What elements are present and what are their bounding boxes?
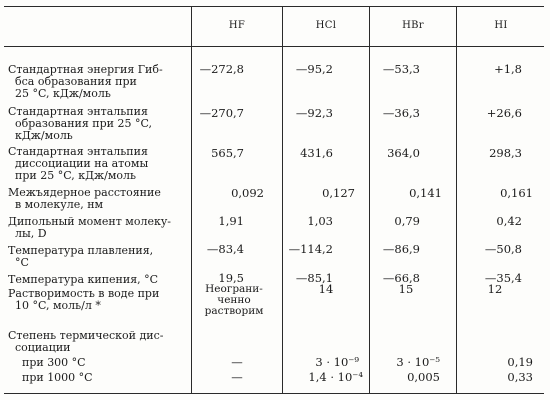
- column-header-hf: HF: [228, 20, 246, 31]
- cell-hcl-dipole: 1,03: [307, 214, 333, 228]
- row-label-dissociation-enthalpy: Стандартная энтальпия диссоциации на атомы при 25 °C, кДж/моль: [8, 145, 149, 182]
- cell-hbr-dipole: 0,79: [394, 214, 420, 228]
- column-header-hi: HI: [494, 20, 508, 31]
- row-label-formation-enthalpy: Стандартная энтальпия образования при 25 °C, кДж/моль: [8, 105, 153, 142]
- cell-hi-melting: —50,8: [484, 242, 522, 256]
- cell-hi-bond-length: 0,161: [500, 186, 533, 200]
- row-label-at-1000c: при 1000 °C: [8, 371, 93, 384]
- cell-hcl-bond-length: 0,127: [322, 186, 355, 200]
- cell-hcl-boiling: —85,1: [295, 271, 333, 285]
- cell-hi-dissociation: 298,3: [489, 146, 522, 160]
- row-label-gibbs-energy: Стандартная энергия Гиб- бса образования при 25 °C, кДж/моль: [8, 63, 163, 100]
- cell-hi-gibbs: +1,8: [494, 62, 522, 76]
- cell-hbr-formation: —36,3: [382, 106, 420, 120]
- cell-hbr-solubility: 15: [398, 282, 414, 296]
- cell-hf-gibbs: —272,8: [199, 62, 244, 76]
- column-header-hbr: HBr: [402, 20, 424, 31]
- cell-hf-dissociation: 565,7: [211, 146, 244, 160]
- cell-hcl-formation: —92,3: [295, 106, 333, 120]
- cell-hf-300c: —: [231, 355, 243, 369]
- cell-hi-solubility: 12: [487, 282, 503, 296]
- cell-hi-300c: 0,19: [507, 355, 533, 369]
- cell-hi-dipole: 0,42: [496, 214, 522, 228]
- table-bottom-rule: [4, 393, 544, 394]
- row-label-boiling-point: Температура кипения, °C: [8, 273, 159, 286]
- cell-hbr-bond-length: 0,141: [409, 186, 442, 200]
- cell-hi-formation: +26,6: [486, 106, 522, 120]
- cell-hbr-boiling: —66,8: [382, 271, 420, 285]
- cell-hcl-dissociation: 431,6: [300, 146, 333, 160]
- cell-hbr-gibbs: —53,3: [382, 62, 420, 76]
- cell-hbr-melting: —86,9: [382, 242, 420, 256]
- cell-hf-1000c: —: [231, 370, 243, 384]
- row-label-thermal-dissociation: Степень термической дис- социации: [8, 329, 164, 354]
- column-header-hcl: HCl: [315, 20, 337, 31]
- row-label-at-300c: при 300 °C: [8, 356, 86, 369]
- cell-hf-boiling: 19,5: [218, 271, 244, 285]
- cell-hcl-300c: 3 · 10⁻⁹: [315, 355, 359, 369]
- cell-hi-1000c: 0,33: [507, 370, 533, 384]
- cell-hcl-1000c: 1,4 · 10⁻⁴: [308, 370, 363, 384]
- row-label-melting-point: Температура плавления, °C: [8, 244, 154, 269]
- cell-hcl-solubility: 14: [318, 282, 334, 296]
- row-label-solubility: Растворимость в воде при 10 °C, моль/л *: [8, 287, 160, 312]
- cell-hcl-gibbs: —95,2: [295, 62, 333, 76]
- header-rule: [4, 46, 544, 47]
- cell-hf-formation: —270,7: [199, 106, 244, 120]
- cell-hf-melting: —83,4: [206, 242, 244, 256]
- row-label-bond-length: Межъядерное расстояние в молекуле, нм: [8, 186, 161, 211]
- cell-hcl-melting: —114,2: [288, 242, 333, 256]
- cell-hbr-dissociation: 364,0: [387, 146, 420, 160]
- cell-hi-boiling: —35,4: [484, 271, 522, 285]
- table-top-rule: [4, 6, 544, 7]
- cell-hf-dipole: 1,91: [218, 214, 244, 228]
- cell-hf-bond-length: 0,092: [231, 186, 264, 200]
- cell-hbr-300c: 3 · 10⁻⁵: [396, 355, 440, 369]
- cell-hbr-1000c: 0,005: [407, 370, 440, 384]
- row-label-dipole-moment: Дипольный момент молеку- лы, D: [8, 215, 172, 240]
- cell-hf-solubility: Неограни- ченно растворим: [204, 283, 264, 317]
